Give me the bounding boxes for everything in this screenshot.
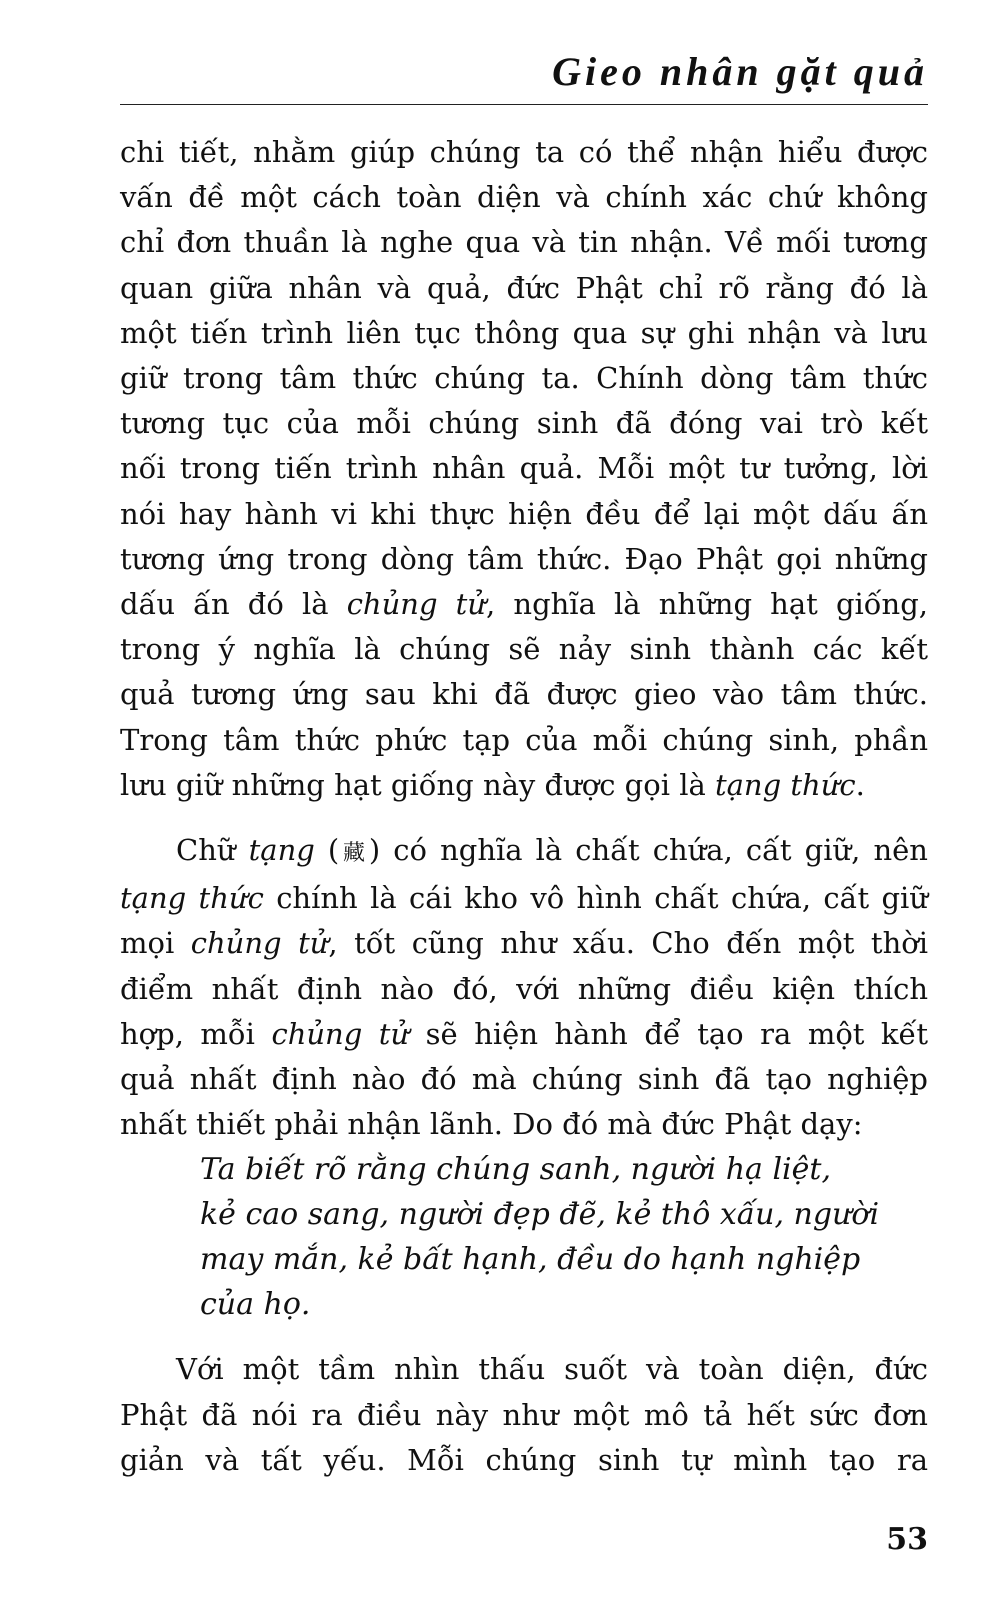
text-line <box>120 763 928 808</box>
italic-term: tạng thức <box>714 767 856 802</box>
text-line: quả tương ứng sau khi đã được gieo vào tâm thức. <box>120 677 928 712</box>
paragraph-1 <box>120 130 928 808</box>
text-run: sẽ hiện hành để tạo ra một kết <box>409 1016 929 1051</box>
text-line: quả nhất định nào đó mà chúng sinh đã tạo nghiệp <box>120 1062 928 1097</box>
text-line: giản và tất yếu. Mỗi chúng sinh tự mình tạo ra <box>120 1442 928 1477</box>
text-run: . <box>855 767 865 802</box>
text-run: Chữ <box>176 833 249 868</box>
text-line: giữ trong tâm thức chúng ta. Chính dòng tâm thức <box>120 361 928 396</box>
text-run: , tốt cũng như xấu. Cho đến một thời <box>328 926 928 961</box>
italic-term: tạng <box>248 833 315 868</box>
text-run: lưu giữ những hạt giống này được gọi là <box>120 767 715 802</box>
text-line: Phật đã nói ra điều này như một mô tả hết sức đơn <box>120 1397 928 1432</box>
text-line: nhất thiết phải nhận lãnh. Do đó mà đức Phật dạy: <box>120 1107 863 1142</box>
text-line <box>120 876 928 921</box>
text-line: một tiến trình liên tục thông qua sự ghi nhận và lưu <box>120 315 928 350</box>
paragraph-3 <box>120 1347 928 1483</box>
text-run: hợp, mỗi <box>120 1016 272 1051</box>
running-header: Gieo nhân gặt quả <box>552 49 928 94</box>
italic-term: tạng thức <box>120 881 264 916</box>
quote-line: Ta biết rõ rằng chúng sanh, người hạ liệt, <box>200 1152 831 1188</box>
paragraph-2 <box>120 828 928 1147</box>
text-run: ( <box>314 833 340 868</box>
text-line: nói hay hành vi khi thực hiện đều để lại một dấu ấn <box>120 496 928 531</box>
text-run: , nghĩa là những hạt giống, <box>486 587 929 622</box>
text-run: mọi <box>120 926 191 961</box>
text-line: Với một tầm nhìn thấu suốt và toàn diện, đức <box>176 1352 928 1387</box>
italic-term: chủng tử <box>346 587 487 622</box>
chinese-character: 藏 <box>339 841 369 867</box>
text-line: điểm nhất định nào đó, với những điều kiện thích <box>120 971 928 1006</box>
header-rule <box>120 104 928 105</box>
text-run: chính là cái kho vô hình chất chứa, cất giữ <box>263 881 928 916</box>
italic-term: chủng tử <box>271 1016 410 1051</box>
body-text <box>120 130 928 1483</box>
text-run: dấu ấn đó là <box>120 587 347 622</box>
text-line <box>120 582 928 627</box>
text-line: chi tiết, nhằm giúp chúng ta có thể nhận hiểu được <box>120 135 928 169</box>
text-line: quan giữa nhân và quả, đức Phật chỉ rõ rằng đó là <box>120 270 928 305</box>
text-run: ) có nghĩa là chất chứa, cất giữ, nên <box>368 833 928 868</box>
text-line <box>120 921 928 966</box>
text-line: Trong tâm thức phức tạp của mỗi chúng sinh, phần <box>120 722 928 757</box>
text-line <box>120 1012 928 1057</box>
text-line: tương tục của mỗi chúng sinh đã đóng vai trò kết <box>120 406 928 441</box>
text-line: nối trong tiến trình nhân quả. Mỗi một tư tưởng, lời <box>120 451 928 486</box>
text-line: trong ý nghĩa là chúng sẽ nảy sinh thành các kết <box>120 632 928 667</box>
quote-line: của họ. <box>200 1287 311 1323</box>
italic-term: chủng tử <box>190 926 329 961</box>
text-line: tương ứng trong dòng tâm thức. Đạo Phật gọi những <box>120 541 928 576</box>
block-quote <box>200 1147 910 1327</box>
page-number: 53 <box>886 1522 928 1557</box>
text-line <box>120 828 928 876</box>
quote-line: may mắn, kẻ bất hạnh, đều do hạnh nghiệp <box>200 1242 861 1278</box>
text-line: chỉ đơn thuần là nghe qua và tin nhận. Về mối tương <box>120 225 928 260</box>
text-line: vấn đề một cách toàn diện và chính xác chứ không <box>120 180 928 215</box>
quote-line: kẻ cao sang, người đẹp đẽ, kẻ thô xấu, người <box>200 1197 880 1233</box>
